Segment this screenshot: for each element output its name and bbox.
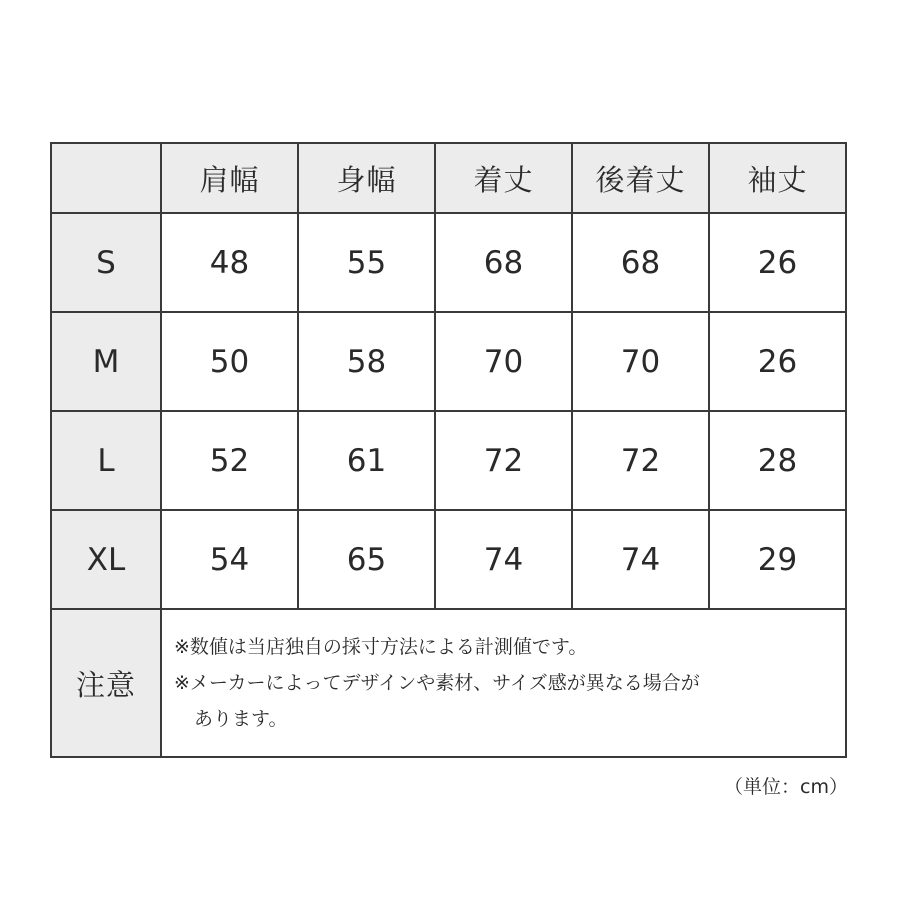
header-shoulder-width: 肩幅	[161, 143, 298, 213]
size-label: L	[51, 411, 161, 510]
table-cell: 52	[161, 411, 298, 510]
table-cell: 26	[709, 312, 846, 411]
note-text	[161, 609, 846, 757]
table-cell: 48	[161, 213, 298, 312]
size-label: M	[51, 312, 161, 411]
note-line: ※数値は当店独自の採寸方法による計測値です。	[174, 636, 588, 658]
table-cell: 68	[572, 213, 709, 312]
size-label: XL	[51, 510, 161, 609]
size-label: S	[51, 213, 161, 312]
table-cell: 61	[298, 411, 435, 510]
table-cell: 74	[572, 510, 709, 609]
table-cell: 28	[709, 411, 846, 510]
table-cell: 29	[709, 510, 846, 609]
header-back-length: 後着丈	[572, 143, 709, 213]
note-label: 注意	[51, 609, 161, 757]
table-cell: 68	[435, 213, 572, 312]
table-cell: 72	[435, 411, 572, 510]
table-cell: 72	[572, 411, 709, 510]
table-cell: 65	[298, 510, 435, 609]
table-cell: 54	[161, 510, 298, 609]
table-cell: 55	[298, 213, 435, 312]
header-body-width: 身幅	[298, 143, 435, 213]
table-row	[51, 213, 846, 312]
table-cell: 70	[572, 312, 709, 411]
note-row	[51, 609, 846, 757]
table-cell: 58	[298, 312, 435, 411]
table-cell: 70	[435, 312, 572, 411]
header-corner	[51, 143, 161, 213]
note-line: ※メーカーによってデザインや素材、サイズ感が異なる場合が	[174, 672, 700, 694]
note-line: あります。	[194, 708, 288, 730]
table-cell: 26	[709, 213, 846, 312]
table-row	[51, 411, 846, 510]
table-cell: 50	[161, 312, 298, 411]
size-chart-table	[50, 142, 847, 758]
header-length: 着丈	[435, 143, 572, 213]
header-row	[51, 143, 846, 213]
table-cell: 74	[435, 510, 572, 609]
unit-label: （単位：cm）	[724, 776, 848, 798]
header-sleeve-length: 袖丈	[709, 143, 846, 213]
table-row	[51, 510, 846, 609]
table-row	[51, 312, 846, 411]
